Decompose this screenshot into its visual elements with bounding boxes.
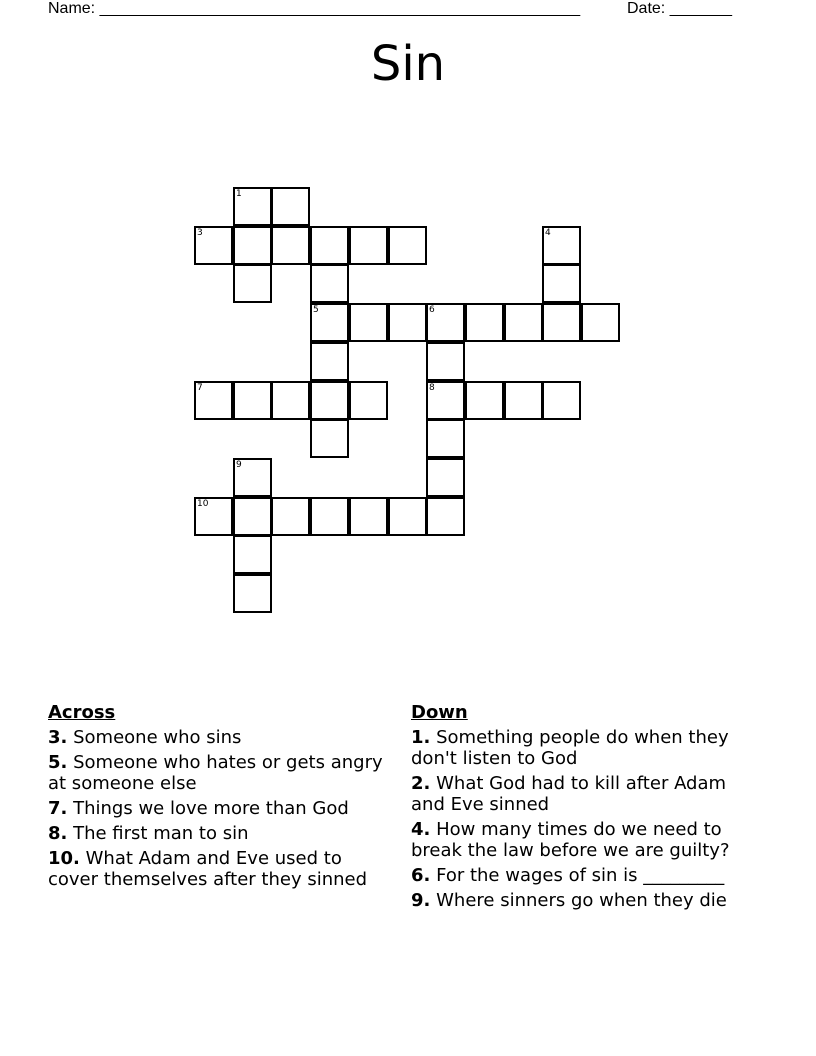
crossword-cell[interactable]: [542, 381, 581, 420]
across-clues: [48, 702, 393, 894]
clue-number: 8.: [48, 823, 68, 844]
clue-text: Things we love more than God: [73, 798, 349, 819]
clue-number-label: 5: [313, 305, 319, 315]
clue-number: 7.: [48, 798, 68, 819]
crossword-cell[interactable]: [310, 419, 349, 458]
clue-text: Where sinners go when they die: [436, 890, 727, 911]
crossword-cell[interactable]: [426, 497, 465, 536]
crossword-cell[interactable]: [233, 264, 272, 303]
clue-text: For the wages of sin is _________: [436, 865, 725, 886]
crossword-cell[interactable]: [310, 342, 349, 381]
clue-text: What God had to kill after Adam and Eve sinned: [411, 773, 727, 815]
across-clue: [48, 848, 393, 890]
name-field-line: Name: ______________________________________________________: [48, 0, 581, 17]
down-clue: [411, 727, 761, 769]
down-clue: [411, 819, 761, 861]
crossword-cell[interactable]: [542, 303, 581, 342]
crossword-cell[interactable]: [194, 381, 233, 420]
crossword-cell[interactable]: [465, 381, 504, 420]
crossword-cell[interactable]: [426, 458, 465, 497]
crossword-cell[interactable]: [581, 303, 620, 342]
crossword-cell[interactable]: [271, 187, 310, 226]
crossword-cell[interactable]: [388, 497, 427, 536]
across-clue: [48, 752, 393, 794]
clue-number-label: 7: [197, 383, 203, 393]
clue-text: The first man to sin: [73, 823, 249, 844]
down-clue: [411, 890, 761, 911]
crossword-cell[interactable]: [233, 226, 272, 265]
clue-number: 4.: [411, 819, 431, 840]
clue-text: How many times do we need to break the law before we are guilty?: [411, 819, 730, 861]
across-heading: Across: [48, 702, 116, 723]
crossword-cell[interactable]: [349, 303, 388, 342]
crossword-cell[interactable]: [388, 303, 427, 342]
clue-number-label: 9: [236, 460, 242, 470]
clue-number: 3.: [48, 727, 68, 748]
crossword-cell[interactable]: [271, 226, 310, 265]
crossword-cell[interactable]: [310, 381, 349, 420]
across-clue: [48, 727, 393, 748]
down-clue: [411, 773, 761, 815]
clue-number-label: 6: [429, 305, 435, 315]
crossword-cell[interactable]: [194, 497, 233, 536]
clue-number: 9.: [411, 890, 431, 911]
crossword-cell[interactable]: [542, 264, 581, 303]
clue-number-label: 3: [197, 228, 203, 238]
crossword-cell[interactable]: [310, 497, 349, 536]
clue-number: 1.: [411, 727, 431, 748]
crossword-cell[interactable]: [349, 226, 388, 265]
clue-text: What Adam and Eve used to cover themselves after they sinned: [48, 848, 368, 890]
crossword-cell[interactable]: [504, 303, 543, 342]
crossword-cell[interactable]: [426, 419, 465, 458]
clue-text: Someone who sins: [73, 727, 242, 748]
crossword-cell[interactable]: [310, 264, 349, 303]
clue-text: Something people do when they don't listen to God: [411, 727, 729, 769]
crossword-cell[interactable]: [310, 226, 349, 265]
crossword-cell[interactable]: [233, 458, 272, 497]
down-clues: [411, 702, 761, 915]
down-clue: [411, 865, 761, 886]
crossword-cell[interactable]: [465, 303, 504, 342]
crossword-cell[interactable]: [426, 381, 465, 420]
clue-number: 2.: [411, 773, 431, 794]
crossword-cell[interactable]: [426, 303, 465, 342]
across-clue: [48, 823, 393, 844]
clue-text: Someone who hates or gets angry at someone else: [48, 752, 383, 794]
crossword-cell[interactable]: [233, 574, 272, 613]
clue-number-label: 10: [197, 499, 209, 509]
crossword-cell[interactable]: [426, 342, 465, 381]
crossword-cell[interactable]: [310, 303, 349, 342]
crossword-cell[interactable]: [233, 535, 272, 574]
clue-number-label: 4: [545, 228, 551, 238]
clue-number-label: 1: [236, 189, 242, 199]
clue-number: 6.: [411, 865, 431, 886]
clue-number: 5.: [48, 752, 68, 773]
down-heading: Down: [411, 702, 468, 723]
crossword-cell[interactable]: [504, 381, 543, 420]
date-field-line: Date: _______: [627, 0, 732, 17]
crossword-cell[interactable]: [194, 226, 233, 265]
crossword-cell[interactable]: [233, 497, 272, 536]
crossword-cell[interactable]: [542, 226, 581, 265]
crossword-cell[interactable]: [233, 187, 272, 226]
clue-number-label: 8: [429, 383, 435, 393]
puzzle-title: Sin: [370, 36, 446, 92]
crossword-cell[interactable]: [271, 497, 310, 536]
clue-number: 10.: [48, 848, 80, 869]
crossword-cell[interactable]: [271, 381, 310, 420]
across-clue: [48, 798, 393, 819]
crossword-cell[interactable]: [388, 226, 427, 265]
crossword-cell[interactable]: [349, 381, 388, 420]
crossword-cell[interactable]: [349, 497, 388, 536]
crossword-cell[interactable]: [233, 381, 272, 420]
